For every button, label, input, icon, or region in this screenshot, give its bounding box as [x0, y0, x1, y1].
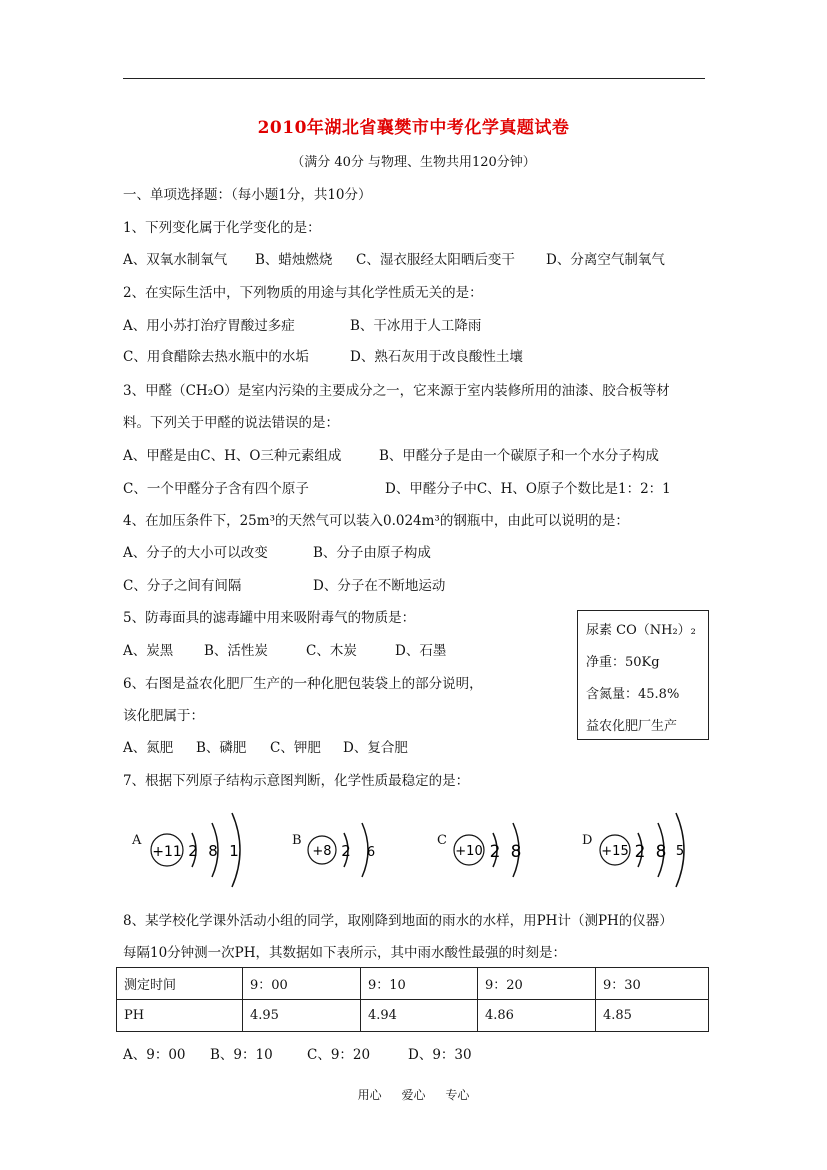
- q4-option-b: B、分子由原子构成: [313, 545, 431, 561]
- nucleus-charge: +11: [152, 844, 182, 860]
- q4-option-c: C、分子之间有间隔: [123, 578, 242, 594]
- nucleus-charge: +15: [601, 844, 629, 859]
- q4-option-d: D、分子在不断地运动: [313, 578, 446, 594]
- q3-option-d: D、甲醛分子中C、H、O原子个数比是1：2：1: [385, 481, 671, 497]
- q5-stem: 5、防毒面具的滤毒罐中用来吸附毒气的物质是：: [123, 610, 416, 626]
- shell-electrons: 2: [341, 842, 351, 860]
- exam-subtitle: （满分 40分 与物理、生物共用120分钟）: [291, 155, 536, 170]
- q5-option-c: C、木炭: [306, 643, 357, 659]
- fertilizer-weight: 净重：50Kg: [586, 655, 660, 670]
- page-footer: [0, 1086, 827, 1103]
- atom-letter: A: [132, 833, 142, 848]
- header-rule: [123, 78, 705, 79]
- table-cell: 测定时间: [117, 968, 243, 1000]
- shell-electrons: 2: [489, 842, 501, 862]
- table-cell: 9：10: [361, 968, 478, 1000]
- atom-diagram-c: [435, 805, 570, 895]
- q1-option-d: D、分离空气制氧气: [546, 252, 665, 268]
- fertilizer-name: 尿素 CO（NH₂）₂: [586, 623, 696, 638]
- shell-electrons: 5: [675, 844, 685, 859]
- q6-stem-line1: 6、右图是益农化肥厂生产的一种化肥包装袋上的部分说明，: [123, 676, 483, 692]
- q1-stem: 1、下列变化属于化学变化的是：: [123, 220, 321, 236]
- q8-option-a: A、9：00: [123, 1047, 186, 1063]
- q8-option-b: B、9：10: [210, 1047, 273, 1063]
- footer-text: 爱心: [401, 1088, 426, 1102]
- atom-shells-svg: [580, 805, 715, 895]
- table-row: [117, 1000, 709, 1032]
- q3-option-b: B、甲醛分子是由一个碳原子和一个水分子构成: [379, 448, 659, 464]
- shell-electrons: 2: [188, 842, 198, 860]
- q3-option-c: C、一个甲醛分子含有四个原子: [123, 481, 309, 497]
- table-row: [117, 968, 709, 1000]
- q3-stem-line1: 3、甲醛（CH₂O）是室内污染的主要成分之一，它来源于室内装修所用的油漆、胶合板等材: [123, 383, 670, 399]
- q4-stem: 4、在加压条件下，25m³的天然气可以装入0.024m³的钢瓶中，由此可以说明的是：: [123, 513, 629, 529]
- atom-diagram-a: [130, 805, 265, 895]
- q8-stem-line2: 每隔10分钟测一次PH，其数据如下表所示，其中雨水酸性最强的时刻是：: [123, 945, 567, 961]
- shell-electrons: 1: [229, 842, 239, 860]
- atom-letter: D: [582, 833, 593, 848]
- table-cell: 9：30: [596, 968, 709, 1000]
- q2-option-c: C、用食醋除去热水瓶中的水垢: [123, 349, 309, 365]
- shell-electrons: 8: [208, 842, 218, 860]
- q5-option-b: B、活性炭: [204, 643, 268, 659]
- q4-option-a: A、分子的大小可以改变: [123, 545, 268, 561]
- shell-electrons: 2: [634, 842, 646, 862]
- atom-shells-svg: [435, 805, 570, 895]
- footer-text: 用心: [357, 1088, 382, 1102]
- q6-option-a: A、氮肥: [123, 740, 174, 756]
- nucleus-charge: +8: [312, 844, 332, 859]
- ph-data-table: [116, 967, 709, 1032]
- table-cell: 4.95: [243, 1000, 361, 1032]
- q3-option-a: A、甲醛是由C、H、O三种元素组成: [123, 448, 342, 464]
- atom-letter: C: [437, 833, 447, 848]
- q7-stem: 7、根据下列原子结构示意图判断，化学性质最稳定的是：: [123, 773, 470, 789]
- fertilizer-nitrogen: 含氮量：45.8%: [586, 687, 680, 702]
- table-cell: PH: [117, 1000, 243, 1032]
- q5-option-d: D、石墨: [395, 643, 447, 659]
- atom-diagram-d: [580, 805, 715, 895]
- q6-option-b: B、磷肥: [196, 740, 247, 756]
- q2-option-a: A、用小苏打治疗胃酸过多症: [123, 318, 295, 334]
- q1-option-b: B、蜡烛燃烧: [255, 252, 333, 268]
- section-heading: 一、单项选择题：（每小题1分，共10分）: [123, 187, 372, 203]
- q8-option-d: D、9：30: [408, 1047, 472, 1063]
- q1-option-a: A、双氧水制氧气: [123, 252, 228, 268]
- q6-option-c: C、钾肥: [270, 740, 321, 756]
- table-cell: 4.85: [596, 1000, 709, 1032]
- atom-shells-svg: [130, 805, 265, 895]
- q8-option-c: C、9：20: [307, 1047, 371, 1063]
- table-cell: 9：20: [478, 968, 596, 1000]
- q3-stem-line2: 料。下列关于甲醛的说法错误的是：: [123, 415, 339, 431]
- atom-shells-svg: [290, 805, 425, 895]
- fertilizer-label-box: [577, 610, 709, 740]
- table-cell: 4.86: [478, 1000, 596, 1032]
- table-cell: 9：00: [243, 968, 361, 1000]
- q2-option-d: D、熟石灰用于改良酸性土壤: [350, 349, 523, 365]
- atom-diagram-b: [290, 805, 425, 895]
- q8-stem-line1: 8、某学校化学课外活动小组的同学，取刚降到地面的雨水的水样，用PH计（测PH的仪器）: [123, 913, 673, 929]
- nucleus-charge: +10: [455, 844, 483, 859]
- fertilizer-maker: 益农化肥厂生产: [586, 719, 678, 734]
- footer-text: 专心: [445, 1088, 470, 1102]
- q1-option-c: C、湿衣服经太阳晒后变干: [356, 252, 515, 268]
- exam-title: 2010年湖北省襄樊市中考化学真题试卷: [257, 118, 570, 138]
- q2-stem: 2、在实际生活中，下列物质的用途与其化学性质无关的是：: [123, 285, 483, 301]
- table-cell: 4.94: [361, 1000, 478, 1032]
- atom-letter: B: [292, 833, 302, 848]
- shell-electrons: 8: [655, 842, 667, 862]
- q2-option-b: B、干冰用于人工降雨: [350, 318, 482, 334]
- shell-electrons: 6: [366, 845, 376, 860]
- q6-option-d: D、复合肥: [343, 740, 408, 756]
- shell-electrons: 8: [510, 842, 522, 862]
- q5-option-a: A、炭黑: [123, 643, 174, 659]
- q6-stem-line2: 该化肥属于：: [123, 708, 204, 724]
